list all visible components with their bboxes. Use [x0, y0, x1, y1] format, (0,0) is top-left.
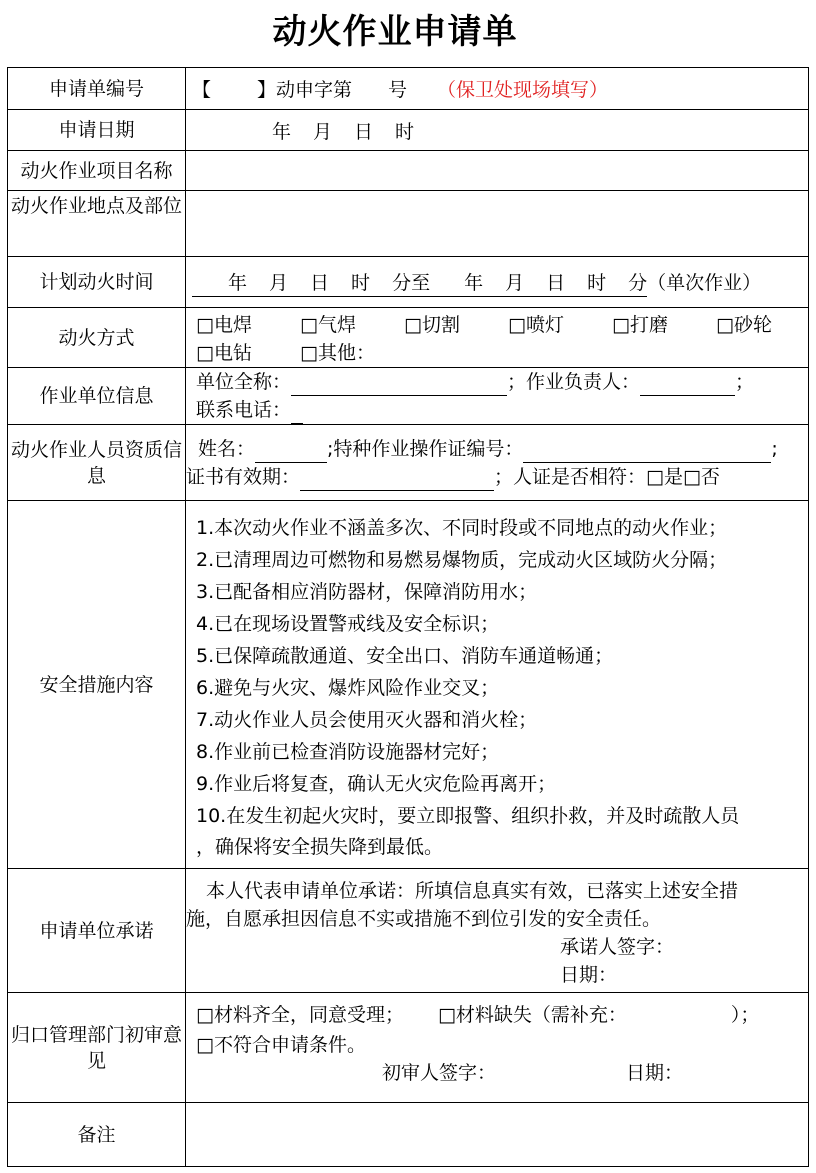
safety-item: 6.避免与火灾、爆炸风险作业交叉；	[196, 676, 500, 699]
review-option-missing[interactable]: □材料缺失（需补充：	[437, 1004, 627, 1026]
date-month: 月	[313, 120, 333, 143]
label-plan-time: 计划动火时间	[8, 257, 186, 308]
method-checkbox-grinding-wheel[interactable]: □砂轮	[716, 313, 772, 336]
personnel-name-label: 姓名：	[198, 437, 256, 460]
number-suffix: 号	[388, 79, 408, 101]
safety-item: 9.作业后将复查，确认无火灾危险再离开；	[196, 772, 557, 795]
cert-end-mark: ;	[771, 437, 778, 460]
security-office-note: （保卫处现场填写）	[437, 79, 609, 101]
application-number-field[interactable]	[186, 68, 809, 110]
unit-full-name-input[interactable]	[291, 375, 507, 396]
personnel-name-input[interactable]	[255, 442, 327, 463]
plan-time-field[interactable]	[186, 257, 809, 308]
review-missing-end: ）；	[730, 1004, 760, 1026]
unit-end-mark: ；	[735, 371, 755, 393]
safety-measures-list	[186, 501, 809, 869]
plan-y2: 年	[464, 271, 484, 294]
plan-m2: 月	[505, 271, 525, 294]
commitment-text-1: 本人代表申请单位承诺：所填信息真实有效，已落实上述安全措	[206, 880, 739, 902]
unit-phone-input[interactable]	[291, 403, 303, 424]
date-day: 日	[354, 120, 374, 143]
label-safety-measures: 安全措施内容	[8, 501, 186, 869]
label-fire-method: 动火方式	[8, 308, 186, 368]
label-application-number: 申请单编号	[8, 68, 186, 110]
personnel-field	[186, 425, 809, 501]
safety-item-continuation: ，确保将安全损失降到最低。	[196, 835, 444, 858]
location-field[interactable]	[186, 191, 809, 257]
plan-d2: 日	[546, 271, 566, 294]
row-remark	[8, 1103, 809, 1167]
commitment-field	[186, 869, 809, 993]
commitment-date[interactable]: 日期：	[560, 964, 618, 986]
review-date[interactable]: 日期：	[626, 1062, 684, 1084]
label-application-date: 申请日期	[8, 110, 186, 151]
method-checkbox-blowtorch[interactable]: □喷灯	[508, 313, 564, 336]
method-checkbox-grinding[interactable]: □打磨	[612, 313, 668, 336]
unit-full-name-label: 单位全称：	[196, 371, 292, 393]
cert-number-input[interactable]	[523, 442, 771, 463]
review-signer[interactable]: 初审人签字：	[382, 1062, 497, 1084]
bracket-open: 【	[192, 79, 212, 101]
row-fire-method	[8, 308, 809, 368]
cert-valid-label: 证书有效期：	[186, 465, 301, 488]
review-option-accept[interactable]: □材料齐全，同意受理；	[196, 1004, 404, 1026]
review-field	[186, 993, 809, 1103]
plan-h1: 时	[351, 271, 371, 294]
cert-valid-input[interactable]	[300, 470, 494, 491]
unit-phone-label: 联系电话：	[196, 399, 292, 421]
unit-info-field	[186, 368, 809, 425]
row-location	[8, 191, 809, 257]
remark-field[interactable]	[186, 1103, 809, 1167]
safety-item: 5.已保障疏散通道、安全出口、消防车通道畅通；	[196, 644, 614, 667]
method-checkbox-cutting[interactable]: □切割	[404, 313, 460, 336]
application-date-field[interactable]	[186, 110, 809, 151]
row-review	[8, 993, 809, 1103]
row-commitment	[8, 869, 809, 993]
plan-y1: 年	[228, 271, 248, 294]
unit-leader-label: ；作业负责人：	[507, 371, 641, 393]
label-location: 动火作业地点及部位	[8, 191, 186, 257]
row-personnel	[8, 425, 809, 501]
method-checkbox-gas-welding[interactable]: □气焊	[300, 313, 356, 336]
method-checkbox-other[interactable]: □其他：	[300, 341, 375, 364]
date-year: 年	[272, 120, 292, 143]
label-personnel: 动火作业人员资质信息	[8, 425, 186, 501]
label-review: 归口管理部门初审意见	[8, 993, 186, 1103]
row-application-number	[8, 68, 809, 110]
safety-item: 4.已在现场设置警戒线及安全标识；	[196, 612, 500, 635]
row-project-name	[8, 151, 809, 191]
method-checkbox-welding[interactable]: □电焊	[196, 313, 252, 336]
method-checkbox-drill[interactable]: □电钻	[196, 341, 252, 364]
safety-item: 10.在发生初起火灾时，要立即报警、组织扑救，并及时疏散人员	[196, 804, 740, 827]
safety-item: 1.本次动火作业不涵盖多次、不同时段或不同地点的动火作业；	[196, 516, 728, 539]
label-project-name: 动火作业项目名称	[8, 151, 186, 191]
commitment-text-2: 施，自愿承担因信息不实或措施不到位引发的安全责任。	[186, 908, 662, 930]
person-cert-match[interactable]: ；人证是否相符：□是□否	[494, 465, 720, 488]
plan-min2: 分	[628, 271, 648, 294]
cert-number-label: ;特种作业操作证编号：	[327, 437, 524, 460]
row-unit-info	[8, 368, 809, 425]
unit-leader-input[interactable]	[640, 375, 735, 396]
safety-item: 3.已配备相应消防器材，保障消防用水；	[196, 580, 538, 603]
label-unit-info: 作业单位信息	[8, 368, 186, 425]
row-plan-time	[8, 257, 809, 308]
bracket-close: 】动申字第	[257, 79, 353, 101]
plan-m1: 月	[269, 271, 289, 294]
plan-h2: 时	[587, 271, 607, 294]
fire-method-options	[186, 308, 809, 368]
project-name-field[interactable]	[186, 151, 809, 191]
label-remark: 备注	[8, 1103, 186, 1167]
application-form-table	[7, 67, 809, 1167]
safety-item: 2.已清理周边可燃物和易燃易爆物质，完成动火区域防火分隔；	[196, 548, 728, 571]
plan-min1: 分至	[392, 271, 431, 294]
single-operation-note: （单次作业）	[647, 271, 762, 294]
review-option-reject[interactable]: □不符合申请条件。	[196, 1034, 366, 1056]
safety-item: 8.作业前已检查消防设施器材完好；	[196, 740, 500, 763]
safety-item: 7.动火作业人员会使用灭火器和消火栓；	[196, 708, 538, 731]
label-commitment: 申请单位承诺	[8, 869, 186, 993]
plan-d1: 日	[310, 271, 330, 294]
date-hour: 时	[395, 120, 415, 143]
commitment-signer[interactable]: 承诺人签字：	[560, 936, 675, 958]
form-title: 动火作业申请单	[272, 12, 518, 52]
row-application-date	[8, 110, 809, 151]
row-safety-measures	[8, 501, 809, 869]
